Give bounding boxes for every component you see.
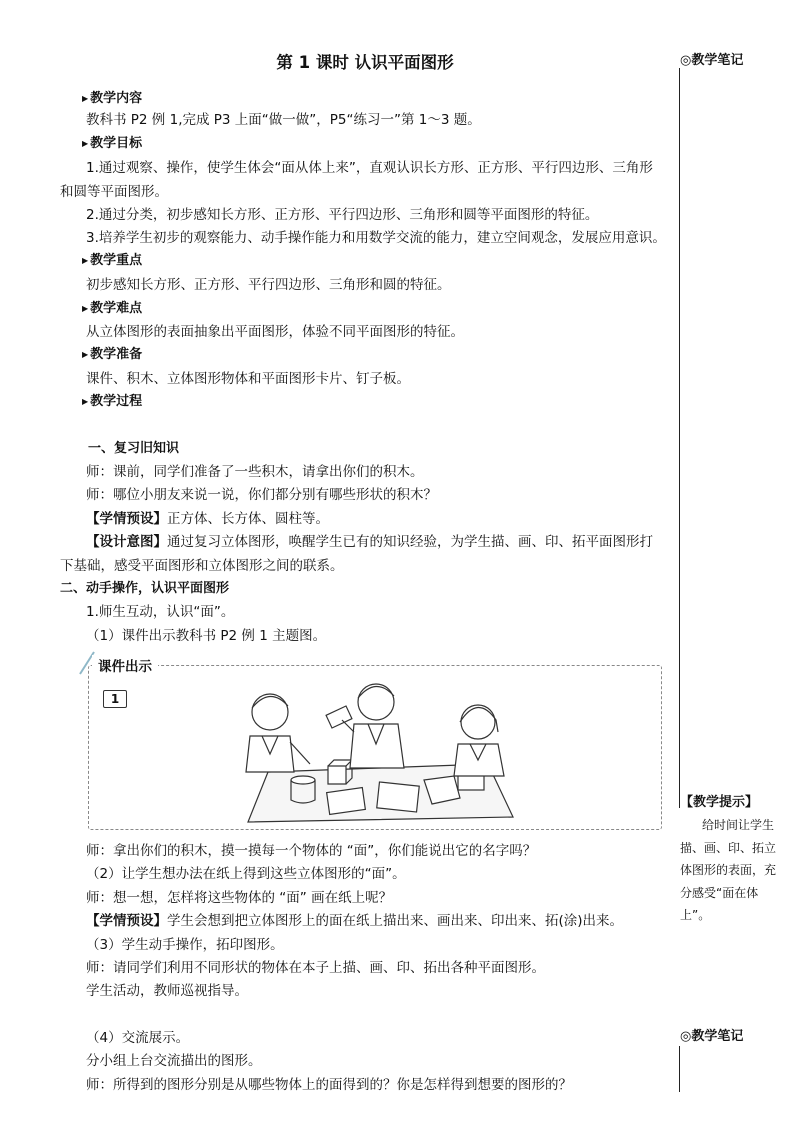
keypoint-text: 初步感知长方形、正方形、平行四边形、三角形和圆的特征。 bbox=[86, 277, 451, 293]
heading-goals: ▶ 教学目标 bbox=[82, 136, 143, 151]
content-text: 教科书 P2 例 1,完成 P3 上面“做一做”，P5“练习一”第 1～3 题。 bbox=[86, 112, 481, 128]
line: 【学情预设】正方体、长方体、圆柱等。 bbox=[86, 511, 329, 527]
line: 下基础，感受平面图形和立体图形之间的联系。 bbox=[60, 558, 344, 574]
courseware-label: 课件出示 bbox=[92, 655, 158, 675]
line: 【设计意图】通过复习立体图形，唤醒学生已有的知识经验，为学生描、画、印、拓平面图形打 bbox=[86, 534, 653, 550]
line: 师：请同学们利用不同形状的物体在本子上描、画、印、拓出各种平面图形。 bbox=[86, 960, 545, 976]
line: （1）课件出示教科书 P2 例 1 主题图。 bbox=[86, 628, 327, 644]
section-review: 一、复习旧知识 bbox=[88, 441, 180, 456]
tip-text: 给时间让学生描、画、印、拓立体图形的表面，充分感受“面在体上”。 bbox=[680, 818, 777, 922]
difficulty-text: 从立体图形的表面抽象出平面图形，体验不同平面图形的特征。 bbox=[86, 324, 464, 340]
line: 师：想一想，怎样将这些物体的 “面” 画在纸上呢？ bbox=[86, 890, 393, 906]
line: 【学情预设】学生会想到把立体图形上的面在纸上描出来、画出来、印出来、拓(涂)出来。 bbox=[86, 913, 624, 929]
heading-keypoint: ▶ 教学重点 bbox=[82, 253, 143, 268]
line: 1.师生互动，认识“面”。 bbox=[86, 604, 235, 620]
notes-divider bbox=[679, 68, 680, 808]
goal-1: 1.通过观察、操作，使学生体会“面从体上来”，直观认识长方形、正方形、平行四边形、三角形 bbox=[86, 160, 653, 176]
line: （3）学生动手操作，拓印图形。 bbox=[86, 937, 284, 953]
tip-title: 【教学提示】 bbox=[680, 795, 759, 810]
line: 学生活动，教师巡视指导。 bbox=[86, 983, 248, 999]
heading-content: ▶ 教学内容 bbox=[82, 91, 143, 106]
goal-3: 3.培养学生初步的观察能力、动手操作能力和用数学交流的能力，建立空间观念，发展应用意识。 bbox=[86, 230, 666, 246]
heading-difficulty: ▶ 教学难点 bbox=[82, 301, 143, 316]
notes-header: ◎教学笔记 bbox=[680, 53, 744, 68]
notes-divider-bottom bbox=[679, 1046, 680, 1092]
notes-header-bottom: ◎教学笔记 bbox=[680, 1029, 744, 1044]
section-operation: 二、动手操作，认识平面图形 bbox=[60, 581, 230, 596]
prep-text: 课件、积木、立体图形物体和平面图形卡片、钉子板。 bbox=[86, 371, 410, 387]
line: 师：拿出你们的积木，摸一摸每一个物体的 “面”，你们能说出它的名字吗？ bbox=[86, 843, 537, 859]
line: 师：所得到的图形分别是从哪些物体上的面得到的？你是怎样得到想要的图形的？ bbox=[86, 1077, 572, 1093]
goal-1-cont: 和圆等平面图形。 bbox=[60, 184, 168, 200]
line: 师：课前，同学们准备了一些积木，请拿出你们的积木。 bbox=[86, 464, 424, 480]
classroom-illustration bbox=[228, 672, 518, 824]
line: （4）交流展示。 bbox=[86, 1030, 190, 1046]
page-title: 第 1 课时 认识平面图形 bbox=[276, 53, 454, 72]
line: 分小组上台交流描出的图形。 bbox=[86, 1053, 262, 1069]
line: （2）让学生想办法在纸上得到这些立体图形的“面”。 bbox=[86, 866, 406, 882]
goal-2: 2.通过分类，初步感知长方形、正方形、平行四边形、三角形和圆等平面图形的特征。 bbox=[86, 207, 599, 223]
line: 师：哪位小朋友来说一说，你们都分别有哪些形状的积木？ bbox=[86, 487, 437, 503]
example-number: 1 bbox=[103, 690, 127, 708]
heading-process: ▶ 教学过程 bbox=[82, 394, 143, 409]
heading-prep: ▶ 教学准备 bbox=[82, 347, 143, 362]
